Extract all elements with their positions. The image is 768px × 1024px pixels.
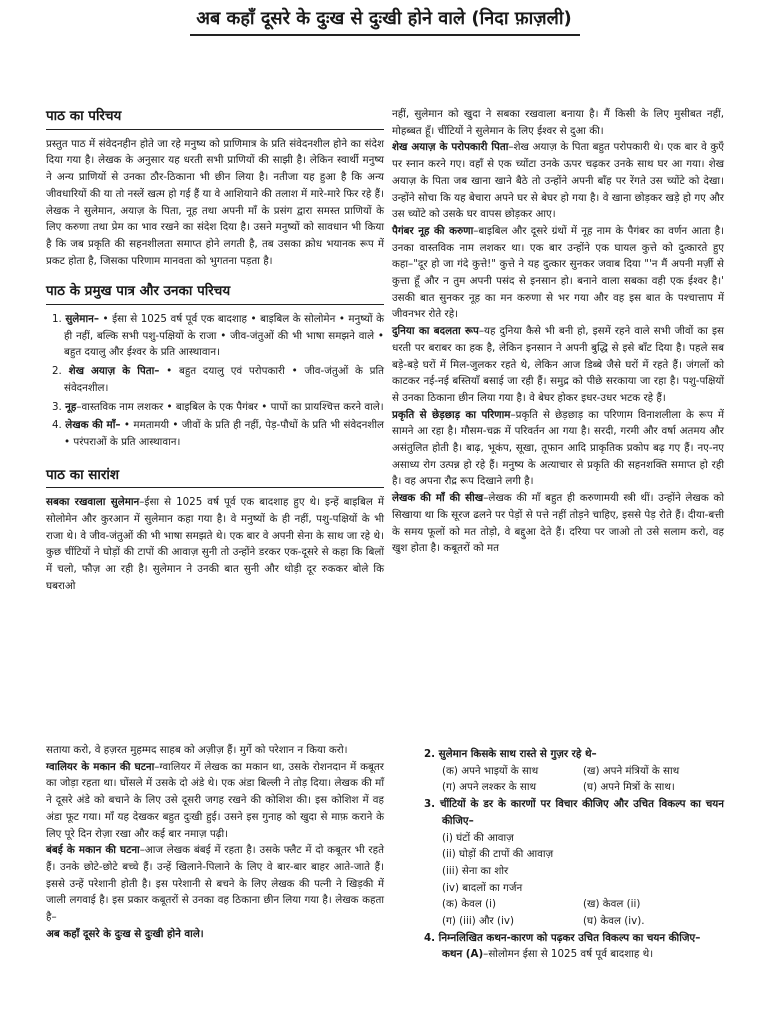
options-row: [424, 763, 724, 780]
paragraph: ग्वालियर के मकान की घटना–ग्वालियर में लेखक का मकान था, उसके रोशनदान में कबूतर का जोड़ा रहता था। घोंसले में उसके दो अंडे थे। एक अंडा बिल्ली ने तोड़ दिया। लेखक की माँ ने दूसरे अंडे को बचाने के लिए उसे दूसरी जगह रखने की कोशिश की। इस कोशिश में वह अंडा फूट गया। माँ यह देखकर बहुत दुःखी हुई। उसने इस गुनाह को खुदा से माफ़ कराने के लिए पूरे दिन रोज़ा रखा और कई बार नमाज़ पढ़ी।: [46, 760, 385, 840]
intro-text: प्रस्तुत पाठ में संवेदनहीन होते जा रहे मनुष्य को प्राणिमात्र के प्रति संवेदनशील होने का संदेश दिया गया है। लेखक के अनुसार यह धरती सभी प्राणियों की साझी है। लेकिन स्वार्थी मनुष्य ने अन्य प्राणियों से उनका ठौर-ठिकाना भी छीन लिया है। नतीजा यह हुआ है कि अन्य जीवधारियों की या तो नस्लें खत्म हो गई हैं या वे आशियाने की तलाश में मारे-मारे फिर रहे हैं। लेखक ने सुलेमान, अयाज़ के पिता, नूह तथा अपनी माँ के प्रसंग द्वारा समस्त प्राणियों के लिए करुणा तथा प्रेम का भाव रखने का संदेश दिया है। उसने मनुष्यों को सावधान भी किया है कि जब प्रकृति की सहनशीलता समाप्त होने लगती है, तब उसका क्रोध भयानक रूप में प्रकट होता है, जिसका परिणाम मानवता को भुगतना पड़ता है।: [46, 137, 384, 267]
summary-paragraph: सबका रखवाला सुलेमान–ईसा से 1025 वर्ष पूर्व एक बादशाह हुए थे। इन्हें बाइबिल में सोलोमेन और कुरआन में सुलेमान कहा गया है। वे मनुष्यों के ही नहीं, पशु-पक्षियों के भी राजा थे। वे जीव-जंतुओं की भी भाषा समझते थे। एक बार वे अपनी सेना के साथ जा रहे थे। कुछ चींटियों ने घोड़ों की टापों की आवाज़ सुनी तो उन्होंने डरकर एक-दूसरे से कहा कि बिलों में चलो, फौज़ आ रही है। सुलेमान ने उनकी बात सुनी और थोड़ी दूर रुककर बोले कि घबराओ: [46, 496, 384, 592]
question-item: (iii) सेना का शोर: [442, 864, 509, 877]
question-3: 3. चींटियों के डर के कारणों पर विचार कीजिए और उचित विकल्प का चयन कीजिए–: [424, 798, 724, 827]
characters-heading: पाठ के प्रमुख पात्र और उनका परिचय: [46, 283, 384, 305]
title-underline: [190, 34, 580, 36]
paragraph: सताया करो, वे हज़रत मुहम्मद साहब को अज़ीज़ हैं। मुर्गे को परेशान न किया करो।: [46, 744, 348, 756]
paragraph: नहीं, सुलेमान को खुदा ने सबका रखवाला बनाया है। मैं किसी के लिए मुसीबत नहीं, मोहब्बत हूँ। चींटियों ने सुलेमान के लिए ईश्वर से दुआ की।: [392, 108, 724, 137]
character-item: 4. लेखक की माँ– • ममतामयी • जीवों के प्रति ही नहीं, पेड़-पौधों के प्रति भी संवेदनशील • परंपराओं के प्रति आस्थावान।: [52, 419, 385, 448]
paragraph: लेखक की माँ की सीख–लेखक की माँ बहुत ही करुणामयी स्त्री थीं। उन्होंने लेखक को सिखाया था कि सूरज ढलने पर पेड़ों से पत्ते नहीं तोड़ने चाहिए, इससे पेड़ रोते हैं। दीया-बत्ती के समय फूलों को मत तोड़ो, वे बद्दुआ देते हैं। दरिया पर जाओ तो उसे सलाम करो, वह खुश होता है। कबूतरों को मत: [392, 492, 724, 555]
statement: कथन (A)–सोलोमन ईसा से 1025 वर्ष पूर्व बादशाह थे।: [442, 948, 654, 961]
character-name: सुलेमान–: [65, 313, 99, 326]
character-item: 2. शेख अयाज़ के पिता– • बहुत दयालु एवं परोपकारी • जीव-जंतुओं के प्रति संवेदनशील।: [52, 365, 385, 394]
paragraph: पैगंबर नूह की करुणा–बाइबिल और दूसरे ग्रंथों में नूह नाम के पैगंबर का वर्णन आता है। उनका वास्तविक नाम लशकर था। एक बार उन्होंने एक घायल कुत्ते को दुत्कारते हुए कहा–"दूर हो जा गंदे कुत्ते!" कुत्ते ने यह दुत्कार सुनकर जवाब दिया "'न मैं अपनी मर्ज़ी से कुत्ता हूँ और न तुम अपनी पसंद से इनसान हो। बनाने वाला सबका वही एक ईश्वर है।' उसकी बात सुनकर नूह का मन करुणा से भर गया और वह इस बात के पश्चात्ताप में जीवनभर रोते रहे।: [392, 224, 724, 321]
right-column: [392, 106, 724, 557]
character-item: 3. नूह–वास्तविक नाम लशकर • बाइबिल के एक पैगंबर • पापों का प्रायश्चित्त करने वाले।: [52, 400, 384, 413]
options-row: [424, 779, 724, 796]
character-name: नूह: [65, 400, 77, 413]
left-column: [46, 108, 384, 595]
option: (ख) केवल (ii): [583, 898, 641, 911]
characters-list: [46, 311, 384, 451]
options-row: [424, 896, 724, 913]
option: (घ) अपने मित्रों के साथ।: [583, 781, 675, 794]
intro-heading: पाठ का परिचय: [46, 108, 384, 130]
option: (क) अपने भाइयों के साथ: [442, 764, 539, 777]
question-item: (iv) बादलों का गर्जन: [442, 881, 523, 894]
paragraph: दुनिया का बदलता रूप–यह दुनिया कैसे भी बनी हो, इसमें रहने वाले सभी जीवों का इस धरती पर बराबर का हक है, लेकिन इनसान ने अपनी बुद्धि से इसे बाँट दिया है। पहले सब बड़े-बड़े घरों में मिल-जुलकर रहते थे, लेकिन आज डिब्बे जैसे घरों में रहते हैं। जंगलों को काटकर नई-नई बस्तियाँ बसाई जा रही हैं। समुद्र को पीछे सरकाया जा रहा है। पशु-पक्षियों से उनका ठिकाना छीन लिया गया है। वे बेघर होकर इधर-उधर भटक रहे हैं।: [392, 325, 724, 404]
option: (ख) अपने मंत्रियों के साथ: [583, 764, 680, 777]
question-item: (ii) घोड़ों की टापों की आवाज़: [442, 848, 554, 861]
question-item: (i) घंटों की आवाज़: [442, 831, 514, 844]
character-item: 1. सुलेमान– • ईसा से 1025 वर्ष पूर्व एक बादशाह • बाइबिल के सोलोमेन • मनुष्यों के ही नहीं, बल्कि सभी पशु-पक्षियों के राजा • जीव-जंतुओं की भी भाषा समझने वाले • बहुत दयालु और ईश्वर के प्रति आस्थावान।: [52, 313, 384, 359]
options-row: [424, 913, 724, 930]
character-name: लेखक की माँ–: [65, 419, 121, 432]
option: (घ) केवल (iv).: [583, 915, 645, 928]
paragraph: प्रकृति से छेड़छाड़ का परिणाम–प्रकृति से छेड़छाड़ का परिणाम विनाशलीला के रूप में सामने आ रहा है। मौसम-चक्र में परिवर्तन आ गया है। सरदी, गरमी और वर्षा अतमय और असंतुलित होती है। बाढ़, भूकंप, सूखा, तूफान आदि प्राकृतिक प्रकोप बढ़ गए हैं। नए-नए असाध्य रोग उत्पन्न हो रहे हैं। मनुष्य के अत्याचार से प्रकृति की सहनशक्ति समाप्त हो रही है। वह अपना रौद्र रूप दिखाने लगी है।: [392, 408, 724, 488]
page-title: अब कहाँ दूसरे के दुःख से दुःखी होने वाले (निदा फ़ाज़ली): [196, 8, 572, 29]
bottom-left-column: [46, 742, 384, 942]
questions-column: [424, 746, 724, 963]
closing-line: अब कहाँ दूसरे के दुःख से दुःखी होने वाले।: [46, 927, 204, 940]
character-name: शेख अयाज़ के पिता–: [68, 365, 160, 378]
option: (ग) अपने लश्कर के साथ: [442, 781, 537, 794]
option: (ग) (iii) और (iv): [442, 915, 515, 928]
summary-heading: पाठ का सारांश: [46, 467, 384, 489]
paragraph: बंबई के मकान की घटना–आज लेखक बंबई में रहता है। उसके फ्लैट में दो कबूतर भी रहते हैं। उनके छोटे-छोटे बच्चे हैं। उन्हें खिलाने-पिलाने के लिए वे बार-बार बाहर आते-जाते हैं। इससे उन्हें परेशानी होती है। इस परेशानी से बचने के लिए लेखक की पत्नी ने खिड़की में जाली लगवाई है। इस प्रकार कबूतरों से उनका वह ठिकाना छीन लिया गया है। लेखक कहता है–: [46, 844, 384, 924]
paragraph: शेख अयाज़ के परोपकारी पिता–शेख अयाज़ के पिता बहुत परोपकारी थे। एक बार वे कुएँ पर स्नान करने गए। वहाँ से एक च्योंटा उनके ऊपर चढ़कर उनके साथ घर आ गया। शेख अयाज़ के पिता जब खाना खाने बैठे तो उन्होंने अपनी बाँह पर रेंगते उस च्योंटे को देखा। उन्होंने सोचा कि यह बेचारा अपने घर से बेघर हो गया है। वे खाना छोड़कर खड़े हो गए और उस च्योंटे को उसके घर वापस छोड़कर आए।: [392, 141, 724, 221]
question-2: 2. सुलेमान किसके साथ रास्ते से गुज़र रहे थे–: [424, 748, 597, 760]
question-4: 4. निम्नलिखित कथन-कारण को पढ़कर उचित विकल्प का चयन कीजिए–: [424, 931, 701, 944]
option: (क) केवल (i): [442, 898, 496, 911]
